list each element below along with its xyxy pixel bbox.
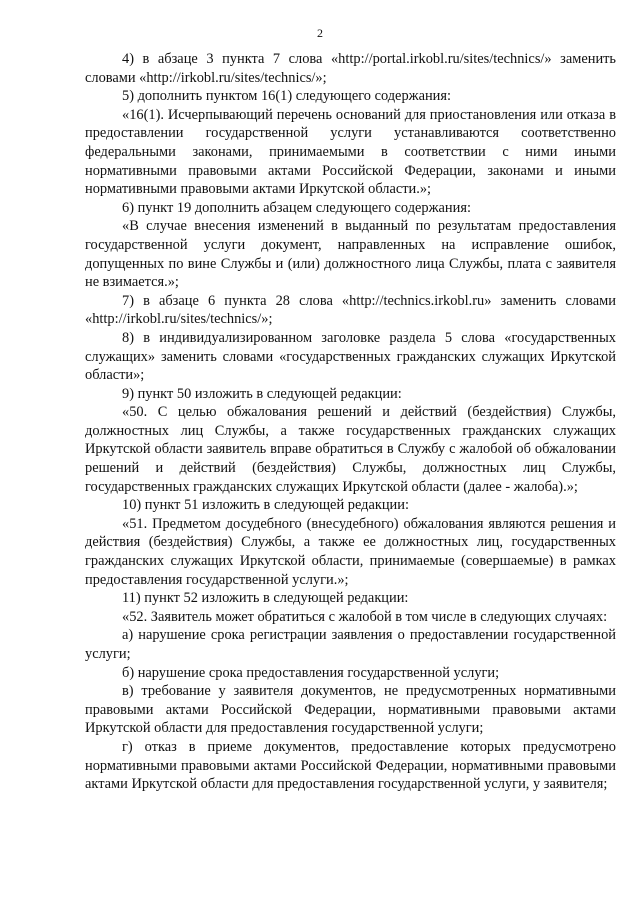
paragraph-case-v: в) требование у заявителя документов, не предусмотренных нормативными правовыми актами Российской Федерации, нормативными правовыми актами Иркутской области для предоставления государственной услуги; (85, 683, 616, 737)
paragraph-item-51-text: «51. Предметом досудебного (внесудебного) обжалования являются решения и действия (бездействия) Службы, а также ее должностных лиц, государственных гражданских служащих Иркутской области, принимаемые (совершаемые) в рамках предоставления государственной услуги.»; (85, 515, 616, 588)
paragraph-item-50-text: «50. С целью обжалования решений и действий (бездействия) Службы, должностных лиц Службы, а также государственных гражданских служащих Иркутской области заявитель вправе обратиться в Службу с жалобой об обжаловании решений и действий (бездействия) Службы, должностных лиц Службы, государственных гражданских служащих Иркутской области (далее - жалоба).»; (85, 404, 616, 495)
paragraph-item-4: 4) в абзаце 3 пункта 7 слова «http://portal.irkobl.ru/sites/technics/» заменить словами «http://irkobl.ru/sites/technics/»; (85, 51, 616, 86)
paragraph-case-g: г) отказ в приеме документов, предоставление которых предусмотрено нормативными правовыми актами Российской Федерации, нормативными правовыми актами Иркутской области для предоставления государственной услуги, у заявителя; (85, 738, 616, 793)
paragraph-item-52-text: «52. Заявитель может обратиться с жалобой в том числе в следующих случаях: (122, 608, 608, 625)
paragraph-item-19-text: «В случае внесения изменений в выданный по результатам предоставления государственной услуги документ, направленных на исправление ошибок, допущенных по вине Службы и (или) должностного лица Службы, плата с заявителя не взимается.»; (85, 218, 616, 291)
paragraph-case-a: а) нарушение срока регистрации заявления о предоставлении государственной услуги; (85, 627, 616, 662)
paragraph-item-6: 6) пункт 19 дополнить абзацем следующего содержания: (122, 199, 471, 216)
document-body (85, 50, 616, 794)
paragraph-item-16-1-text: «16(1). Исчерпывающий перечень оснований для приостановления или отказа в предоставлении государственной услуги устанавливаются соответственно федеральными законами, принимаемыми в соответствии с ними иными нормативными правовыми актами Российской Федерации, законами и иными нормативными правовыми актами Иркутской области.»; (85, 106, 616, 198)
paragraph-item-5: 5) дополнить пунктом 16(1) следующего содержания: (122, 88, 451, 105)
paragraph-item-9: 9) пункт 50 изложить в следующей редакции: (122, 385, 402, 402)
paragraph-item-8: 8) в индивидуализированном заголовке раздела 5 слова «государственных служащих» заменить словами «государственных гражданских служащих Иркутской области»; (85, 329, 616, 384)
paragraph-item-10: 10) пункт 51 изложить в следующей редакции: (122, 497, 409, 514)
page-number: 2 (317, 26, 323, 40)
paragraph-case-b: б) нарушение срока предоставления государственной услуги; (122, 664, 500, 681)
paragraph-item-7: 7) в абзаце 6 пункта 28 слова «http://technics.irkobl.ru» заменить словами «http://irkobl.ru/sites/technics/»; (85, 292, 616, 328)
paragraph-item-11: 11) пункт 52 изложить в следующей редакции: (122, 590, 409, 607)
